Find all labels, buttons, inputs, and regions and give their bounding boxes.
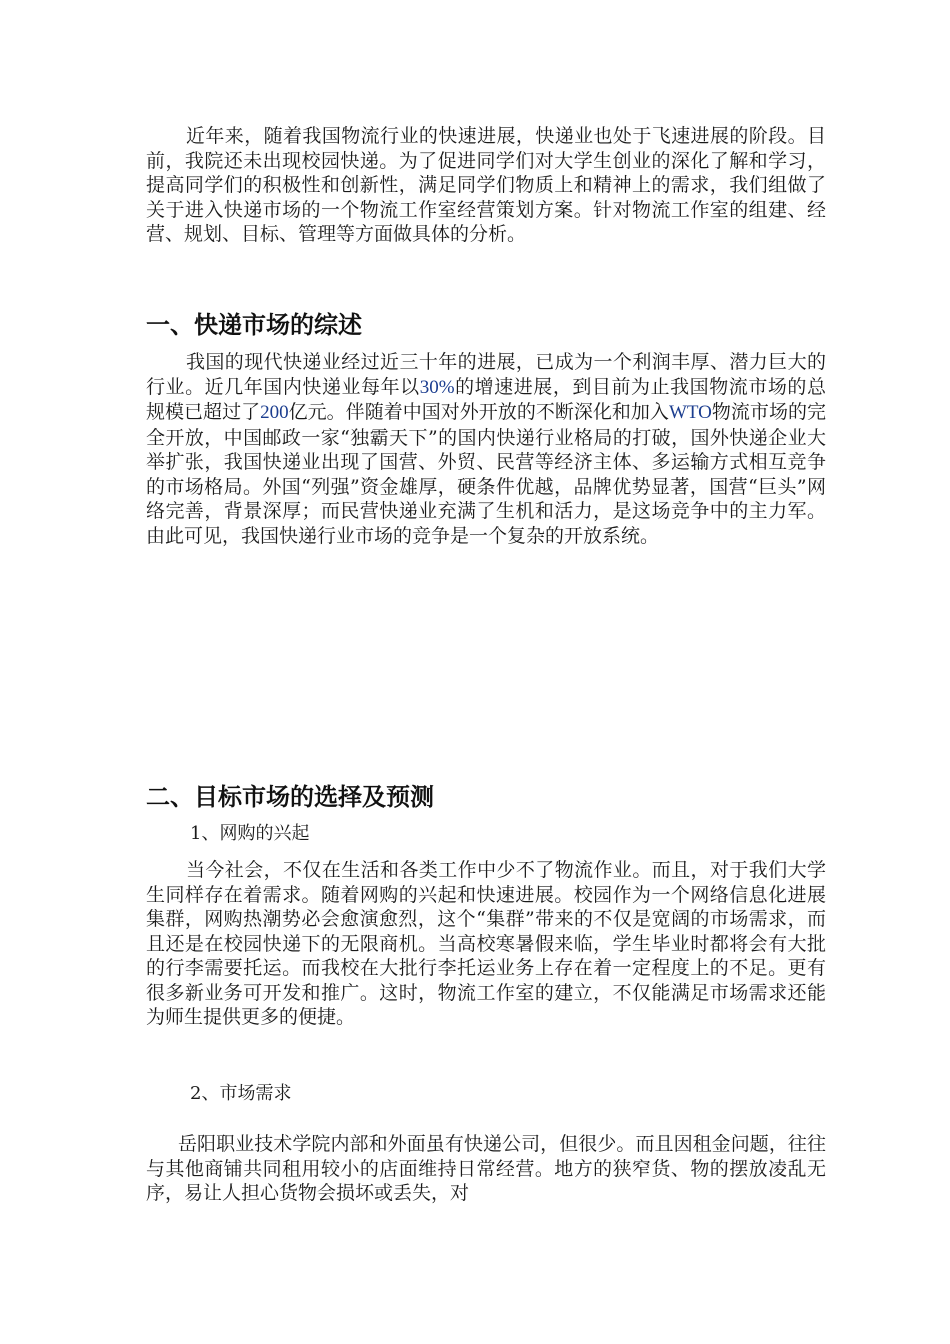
section1-text-part4: 物流市场的完全开放，中国邮政一家“独霸天下”的国内快递行业格局的打破，国外快递企业大举扩张，我国快递业出现了国营、外贸、民营等经济主体、多运输方式相互竞争的市场格局。外国“列强”资金雄厚，硬条件优越，品牌优势显著，国营“巨头”网络完善，背景深厚；而民营快递业充满了生机和活力，是这场竞争中的主力军。由此可见，我国快递行业市场的竞争是一个复杂的开放系统。 (146, 401, 826, 547)
market-size-value: 200 (260, 402, 289, 423)
wto-term: WTO (668, 402, 712, 423)
section1-text-part3: 亿元。伴随着中国对外开放的不断深化和加入 (288, 401, 669, 423)
section1-heading: 一、快递市场的综述 (146, 311, 362, 339)
section1-text-part1: 我国的现代快递业经过近三十年的进展，已成为一个利润丰厚、潜力巨大的行业。近几年国内快递业每年以 (146, 351, 826, 398)
intro-paragraph: 近年来，随着我国物流行业的快速进展，快递业也处于飞速进展的阶段。目前，我院还未出现校园快递。为了促进同学们对大学生创业的深化了解和学习，提高同学们的积极性和创新性，满足同学们物质上和精神上的需求，我们组做了关于进入快递市场的一个物流工作室经营策划方案。针对物流工作室的组建、经营、规划、目标、管理等方面做具体的分析。 (146, 125, 826, 245)
online-shopping-paragraph: 当今社会，不仅在生活和各类工作中少不了物流作业。而且，对于我们大学生同样存在着需求。随着网购的兴起和快速进展。校园作为一个网络信息化进展集群，网购热潮势必会愈演愈烈，这个“集群”带来的不仅是宽阔的市场需求，而且还是在校园快递下的无限商机。当高校寒暑假来临，学生毕业时都将会有大批的行李需要托运。而我校在大批行李托运业务上存在着一定程度上的不足。更有很多新业务可开发和推广。这时，物流工作室的建立，不仅能满足市场需求还能为师生提供更多的便捷。 (146, 859, 826, 1028)
subsection-online-shopping-title: 1、网购的兴起 (190, 823, 310, 844)
subsection-market-demand-title: 2、市场需求 (190, 1083, 292, 1104)
section1-paragraph (146, 350, 826, 548)
growth-rate-value: 30% (419, 376, 455, 398)
section2-heading: 二、目标市场的选择及预测 (146, 783, 434, 811)
section1-text-part2: 的增速进展，到目前为止我国物流市场的总规模已超过了 (146, 375, 826, 423)
market-demand-paragraph: 岳阳职业技术学院内部和外面虽有快递公司，但很少。而且因租金问题，往往与其他商铺共同租用较小的店面维持日常经营。地方的狭窄货、物的摆放凌乱无序，易让人担心货物会损坏或丢失，对 (146, 1133, 826, 1204)
